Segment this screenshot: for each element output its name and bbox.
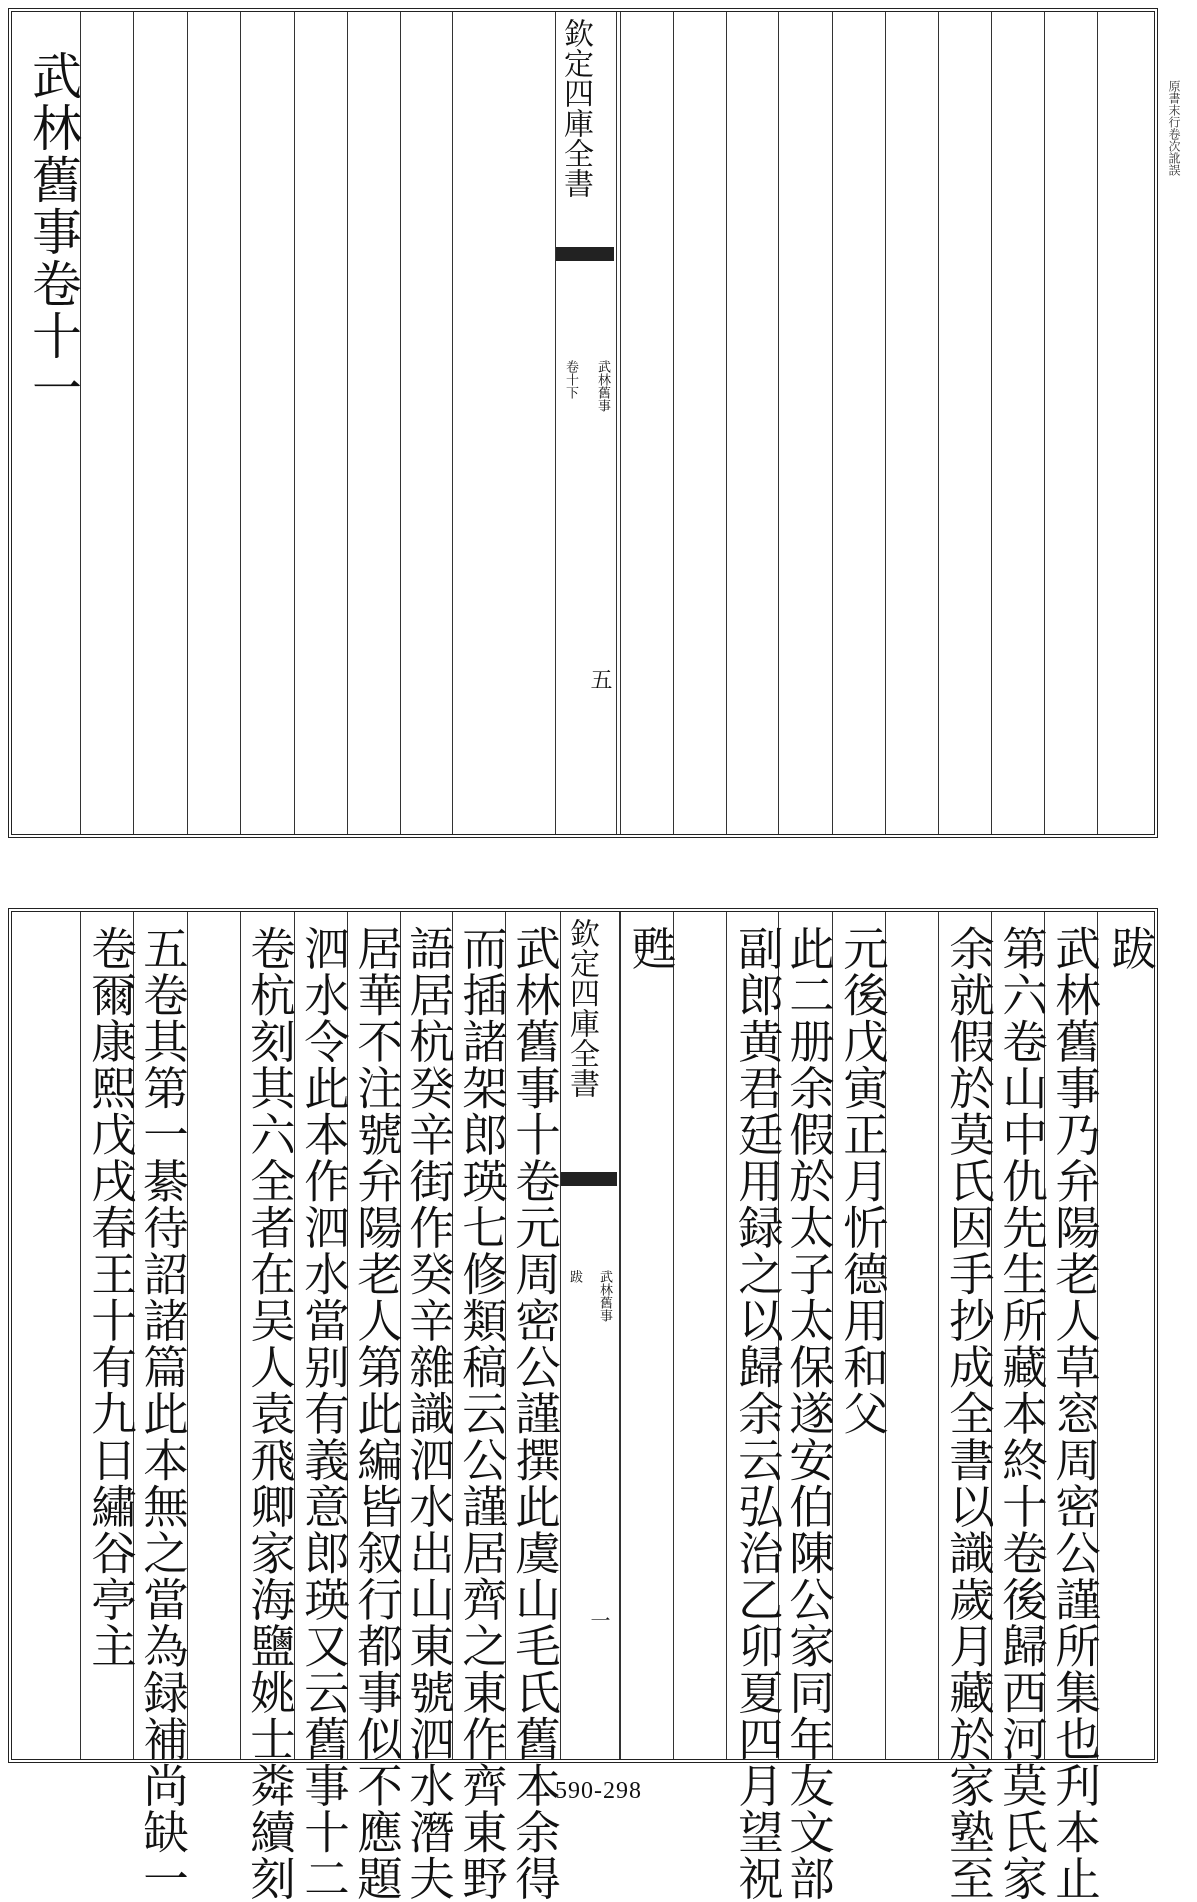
top-center-sub-b: 卷十下: [563, 360, 578, 399]
text-column: 卷杭刻其六全者在吴人袁飛卿家海鹽姚士粦續刻: [243, 925, 297, 1902]
text-column: 而插諸架郎瑛七修類稿云公謹居齊之東作齊東野: [455, 925, 509, 1902]
margin-note: 原書末行卷次訛誤: [1167, 80, 1181, 176]
text-column: 跋: [1104, 925, 1158, 972]
top-center-title: 欽定四庫全書: [558, 18, 593, 198]
text-column: 甦: [624, 925, 678, 972]
top-fishtail-mark: [556, 247, 614, 261]
bottom-center-title: 欽定四庫全書: [564, 918, 599, 1098]
bottom-center-sub-a: 武林舊事: [597, 1270, 612, 1322]
text-column: 元後戊寅正月忻德用和父: [836, 925, 890, 1437]
text-column: 居華不注號弁陽老人第此編皆叙行都事似不應題: [350, 925, 404, 1902]
text-column: 武林舊事乃弁陽老人草窓周密公謹所集也刋本止: [1048, 925, 1102, 1902]
text-column: 武林舊事十卷元周密公謹撰此虞山毛氏舊本余得: [508, 925, 562, 1902]
top-center-sub-a: 武林舊事: [595, 360, 610, 412]
text-column: 此二册余假於太子太保遂安伯陳公家同年友文部: [782, 925, 836, 1902]
bottom-center-page: 一: [587, 1610, 611, 1630]
bottom-fishtail-mark: [561, 1172, 617, 1186]
text-column: 副郎黄君廷用録之以歸余云弘治乙卯夏四月望祝: [731, 925, 785, 1902]
text-column: 第六卷山中仇先生所藏本終十卷後歸西河莫氏家: [995, 925, 1049, 1902]
top-center-page: 五: [587, 668, 612, 690]
text-column: 語居杭癸辛街作癸辛雜識泗水出山東號泗水潛夫: [402, 925, 456, 1902]
text-column: 五卷其第一綦待詔諸篇此本無之當為録補尚缺一: [136, 925, 190, 1902]
text-column: 卷爾康熙戊戌春王十有九日繡谷亭主: [84, 925, 138, 1669]
bottom-center-sub-b: 跋: [567, 1270, 582, 1283]
text-column: 余就假於莫氏因手抄成全書以識歲月藏於家塾至: [942, 925, 996, 1902]
page-number: 590-298: [555, 1778, 642, 1804]
top-heading: 武林舊事卷十一: [24, 50, 82, 414]
text-column: 泗水令此本作泗水當别有義意郎瑛又云舊事十二: [297, 925, 351, 1902]
